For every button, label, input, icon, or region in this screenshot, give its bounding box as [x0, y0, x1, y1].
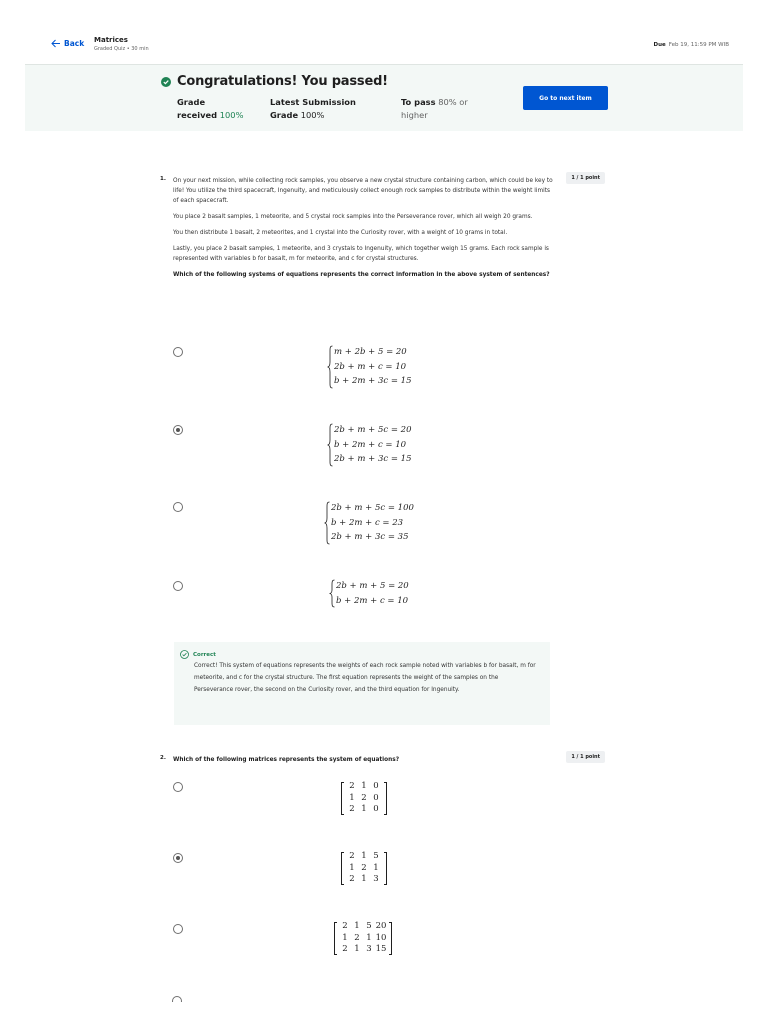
grade-received	[177, 96, 243, 122]
matrix-cell: 1	[361, 804, 367, 814]
matrix-cell: 2	[342, 921, 348, 931]
equation-line: b + 2m + c = 10	[334, 439, 407, 450]
matrix-cell: 0	[373, 781, 379, 791]
course-subtitle: Graded Quiz • 30 min	[94, 46, 149, 52]
question-prompt: Which of the following systems of equations represents the correct information in the above system of sentences?	[173, 272, 550, 278]
matrix-row	[339, 944, 387, 956]
top-bar	[0, 0, 768, 62]
equation-line: b + 2m + c = 10	[336, 595, 409, 606]
question-body	[173, 176, 553, 280]
equation-system	[336, 579, 409, 608]
equation-system	[331, 501, 414, 545]
brace-icon	[327, 345, 333, 389]
question-1	[160, 176, 605, 286]
question-2	[160, 755, 605, 771]
matrix-cell: 1	[361, 851, 367, 861]
latest-submission	[270, 96, 356, 122]
equation-line: b + 2m + 3c = 15	[334, 376, 412, 386]
question-paragraph: On your next mission, while collecting rock samples, you observe a new crystal structure containing carbon, which could be key to life! You utilize the third spacecraft, Ingenuity, and meticulously collect enough rock samples to distribute within the weight limits of each spacecraft.	[173, 178, 553, 204]
matrix-cell: 1	[349, 862, 355, 873]
latest-label: Latest Submission	[270, 97, 356, 107]
matrix-cell: 1	[342, 932, 348, 943]
course-title: Matrices	[94, 36, 128, 44]
feedback-label: Correct	[193, 651, 216, 658]
to-pass	[401, 96, 468, 122]
matrix-cell: 1	[354, 944, 360, 954]
option-radio[interactable]	[173, 924, 183, 934]
matrix-cell: 0	[373, 804, 379, 814]
latest-value: 100%	[300, 110, 325, 120]
pass-banner	[25, 64, 743, 131]
question-number: 2.	[160, 755, 166, 761]
equation-line: 2b + m + c = 10	[334, 361, 407, 372]
back-label: Back	[64, 39, 85, 48]
question-body	[173, 755, 553, 765]
equation-line: 2b + m + 3c = 15	[334, 454, 412, 464]
feedback-header	[180, 650, 216, 659]
matrix-row	[346, 781, 382, 793]
feedback-text: Correct! This system of equations represents the weights of each rock sample noted with variables b for basalt, m for meteorite, and c for the crystal structure. The first equation represents the weight of the samples on the Perseverance rover, the second on the Curiosity rover, and the third equation for Ingenuity.	[194, 663, 536, 693]
to-pass-label: To pass	[401, 97, 436, 107]
brace-icon	[329, 579, 335, 608]
matrix-cell: 5	[366, 921, 372, 931]
matrix-cell: 2	[361, 792, 367, 803]
matrix-cell: 2	[349, 781, 355, 791]
bracket-right	[384, 852, 387, 885]
grade-label-2: received	[177, 110, 218, 120]
matrix-cell: 2	[342, 944, 348, 954]
matrix-row	[346, 793, 382, 805]
matrix-cell: 2	[349, 874, 355, 884]
matrix-cell: 3	[366, 944, 372, 954]
matrix-option	[341, 781, 387, 816]
matrix-cell: 1	[361, 874, 367, 884]
bracket-right	[389, 922, 392, 955]
matrix-cell: 2	[349, 804, 355, 814]
points-badge: 1 / 1 point	[566, 751, 605, 763]
equation-line: 2b + m + 5c = 20	[334, 425, 412, 435]
matrix-cell: 20	[375, 921, 387, 931]
to-pass-value: 80% or	[438, 97, 468, 107]
due-date	[654, 42, 729, 48]
bracket-left	[334, 922, 337, 955]
option-radio[interactable]	[173, 581, 183, 591]
matrix-cell: 2	[349, 851, 355, 861]
matrix-cell: 0	[373, 792, 379, 803]
matrix-cell: 5	[373, 851, 379, 861]
matrix-row	[346, 874, 382, 886]
equation-line: 2b + m + 3c = 35	[331, 532, 409, 542]
brace-icon	[327, 423, 333, 467]
equation-system	[334, 423, 411, 467]
matrix-cell: 1	[366, 932, 372, 943]
equation-system	[334, 345, 411, 389]
matrix-row	[339, 933, 387, 945]
option-radio-selected[interactable]	[173, 425, 183, 435]
latest-label-2: Grade	[270, 110, 299, 120]
check-circle-icon	[161, 77, 171, 87]
question-paragraph: You then distribute 1 basalt, 2 meteorites, and 1 crystal into the Curiosity rover, with a weight of 10 grams in total.	[173, 230, 508, 236]
matrix-cell: 3	[373, 874, 379, 884]
option-radio-partial[interactable]	[172, 996, 184, 1002]
matrix-cell: 1	[354, 921, 360, 931]
matrix-cell: 2	[361, 862, 367, 873]
matrix-cell: 15	[375, 944, 387, 954]
matrix-row	[339, 921, 387, 933]
matrix-cell: 1	[373, 862, 379, 873]
grade-value: 100%	[219, 110, 244, 120]
matrix-option	[334, 921, 392, 956]
equation-line: 2b + m + 5 = 20	[336, 581, 409, 591]
question-prompt: Which of the following matrices represents the system of equations?	[173, 757, 400, 763]
matrix-row	[346, 851, 382, 863]
back-button[interactable]	[51, 39, 84, 48]
equation-line: b + 2m + c = 23	[331, 517, 404, 528]
matrix-cell: 10	[375, 932, 387, 943]
go-to-next-item-button[interactable]: Go to next item	[523, 86, 608, 110]
bracket-left	[341, 852, 344, 885]
pass-title: Congratulations! You passed!	[177, 74, 388, 89]
matrix-row	[346, 863, 382, 875]
matrix-cell: 1	[349, 792, 355, 803]
equation-line: m + 2b + 5 = 20	[334, 347, 407, 357]
option-radio[interactable]	[173, 502, 183, 512]
option-radio[interactable]	[172, 996, 182, 1002]
matrix-cell: 1	[361, 781, 367, 791]
brace-icon	[324, 501, 330, 545]
matrix-option-partial	[352, 993, 382, 1001]
question-paragraph: Lastly, you place 2 basalt samples, 1 meteorite, and 3 crystals to Ingenuity, which together weigh 15 grams. Each rock sample is represented with variables b for basalt, m for meteorite, and c for crystal structures.	[173, 246, 549, 262]
matrix-option	[341, 851, 387, 886]
feedback-correct	[174, 642, 550, 725]
check-circle-outline-icon	[180, 650, 189, 659]
option-radio-selected[interactable]	[173, 853, 183, 863]
due-label: Due	[653, 42, 666, 48]
question-number: 1.	[160, 176, 166, 182]
question-paragraph: You place 2 basalt samples, 1 meteorite, and 5 crystal rock samples into the Perseverance rover, which all weigh 20 grams.	[173, 214, 533, 220]
matrix-cell: 2	[354, 932, 360, 943]
points-badge: 1 / 1 point	[566, 172, 605, 184]
to-pass-value-2: higher	[401, 110, 428, 120]
equation-line: 2b + m + 5c = 100	[331, 503, 414, 513]
option-radio[interactable]	[173, 782, 183, 792]
option-radio[interactable]	[173, 347, 183, 357]
matrix-row	[346, 804, 382, 816]
due-value: Feb 19, 11:59 PM WIB	[668, 42, 729, 48]
breadcrumb	[94, 36, 149, 52]
bracket-left	[341, 782, 344, 815]
bracket-right	[384, 782, 387, 815]
pass-heading	[161, 74, 388, 89]
arrow-left-icon	[51, 39, 61, 48]
grade-label: Grade	[177, 97, 206, 107]
